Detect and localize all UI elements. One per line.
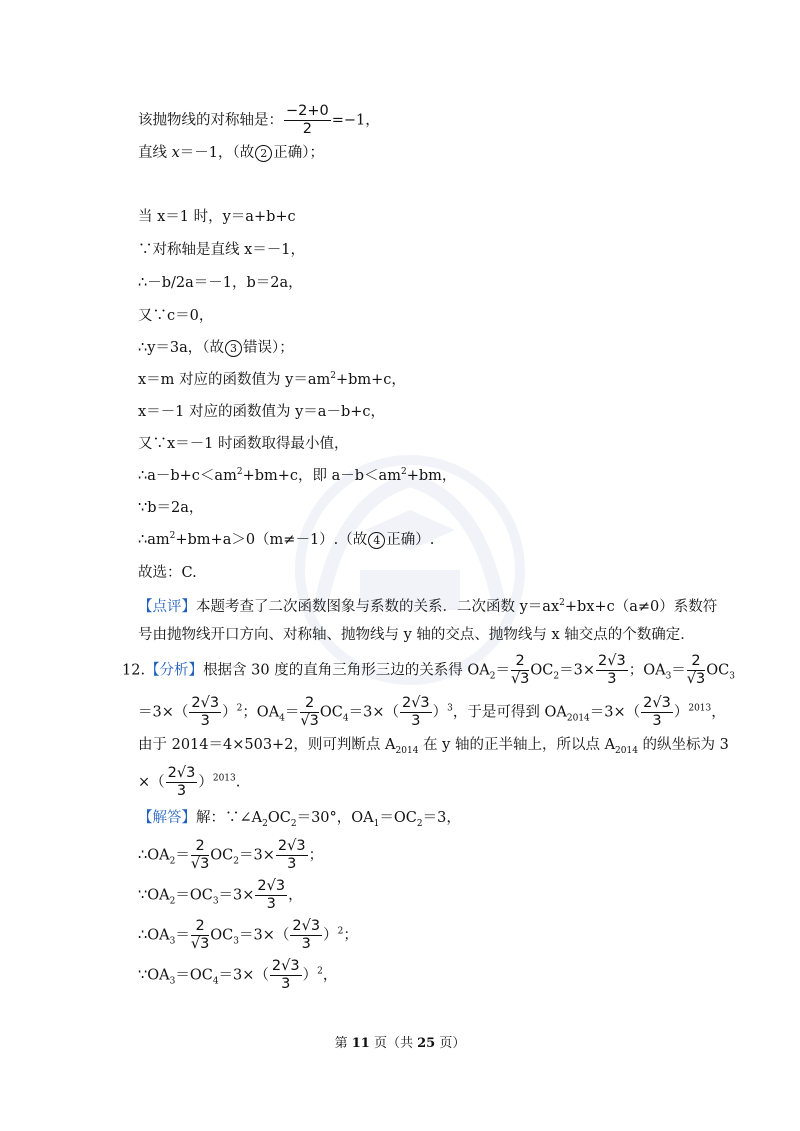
line-c-zero: 又∵c＝0，: [138, 308, 214, 324]
line-answer: 故选：C.: [138, 565, 197, 581]
line-b-2a: ∵b＝2a，: [138, 500, 204, 516]
circled-number: 2: [255, 145, 272, 162]
line-axis-of-symmetry: 该抛物线的对称轴是： $\frac{-2+0}{2}$ =−1，: [138, 103, 380, 137]
circled-number: 3: [225, 340, 242, 357]
line-solution-oa2: $\therefore OA_2=$ $\frac{2}{√3}$ $OC_2=3\times$ $\frac{2√3}{3}$ ；: [138, 838, 324, 872]
analysis-tag: 【分析】: [145, 662, 204, 679]
line-comment: 【点评】本题考查了二次函数图象与系数的关系．二次函数 $y=ax^2+bx+c(a\ne 0)$系数符: [138, 598, 718, 615]
line-inequality: $\therefore a-b+c<am^2+bm+c$，即 $a-b<am^2+bm$，: [138, 467, 457, 484]
line-statement-3: ∴y＝3a，（故 3 错误）；: [138, 340, 294, 356]
line-statement-4: $\therefore am^2+bm+a>0(m\ne-1)$.（故 4 正确）.: [138, 531, 435, 548]
circled-number: 4: [368, 532, 385, 549]
line-analysis-cont: ＝3×（ $\frac{2√3}{3}$ ）$^2$；$OA_4=$ $\frac{2}{√3}$ $OC_4=3\times$（ $\frac{2√3}{3}$ ）$^3$，于是可得到 $OA_{2014}=3\times$（ $\frac{2√3}{3}$ ）$^{2013}$，: [138, 695, 726, 729]
line-solution: 【解答】解：$\because\angle A_2OC_2=30^\circ$，$OA_1=OC_2=3$，: [138, 810, 461, 829]
line-b-equals-2a: ∴－b/2a＝－1，b＝2a，: [138, 275, 303, 291]
comment-tag: 【点评】: [138, 599, 196, 615]
solution-tag: 【解答】: [138, 810, 196, 826]
line-solution-oc3: $\because OA_2=OC_3=3\times$ $\frac{2√3}{3}$ ，: [138, 878, 303, 912]
page-footer: 第 11 页（共 25 页）: [334, 1036, 466, 1051]
line-axis-line: ∵对称轴是直线 x＝－1，: [138, 242, 306, 258]
line-when-x-1: 当 x＝1 时，y＝a+b+c: [138, 209, 296, 225]
line-x-equals-m: x＝m 对应的函数值为 $y=am^2+bm+c$，: [138, 371, 406, 388]
line-x-minus-1-value: x＝－1 对应的函数值为 y＝a－b+c，: [138, 404, 386, 420]
line-analysis: 12.【分析】根据含 30 度的直角三角形三边的关系得 $OA_2=$ $\frac{2}{√3}$ $OC_2=3\times$ $\frac{2√3}{3}$ ；$OA_3=$ $\frac{2}{√3}$ $OC_3$: [122, 653, 735, 687]
line-analysis-conclusion: 由于 2014＝4×503+2，则可判断点 $A_{2014}$ 在 y 轴的正半轴上，所以点 $A_{2014}$ 的纵坐标为 3: [138, 737, 729, 756]
line-analysis-result: ×（ $\frac{2√3}{3}$ ）$^{2013}$.: [138, 765, 241, 799]
line-statement-2: 直线 x＝－1，（故 2 正确）；: [138, 145, 325, 161]
line-solution-oc4: $\because OA_3=OC_4=3\times$（ $\frac{2√3}{3}$ ）$^2$，: [138, 958, 338, 992]
line-minimum: 又∵x＝－1 时函数取得最小值，: [138, 436, 349, 452]
line-comment-cont: 号由抛物线开口方向、对称轴、抛物线与 y 轴的交点、抛物线与 x 轴交点的个数确定．: [138, 627, 695, 643]
line-solution-oa3: $\therefore OA_3=$ $\frac{2}{√3}$ $OC_3=3\times$（ $\frac{2√3}{3}$ ）$^2$；: [138, 918, 358, 952]
